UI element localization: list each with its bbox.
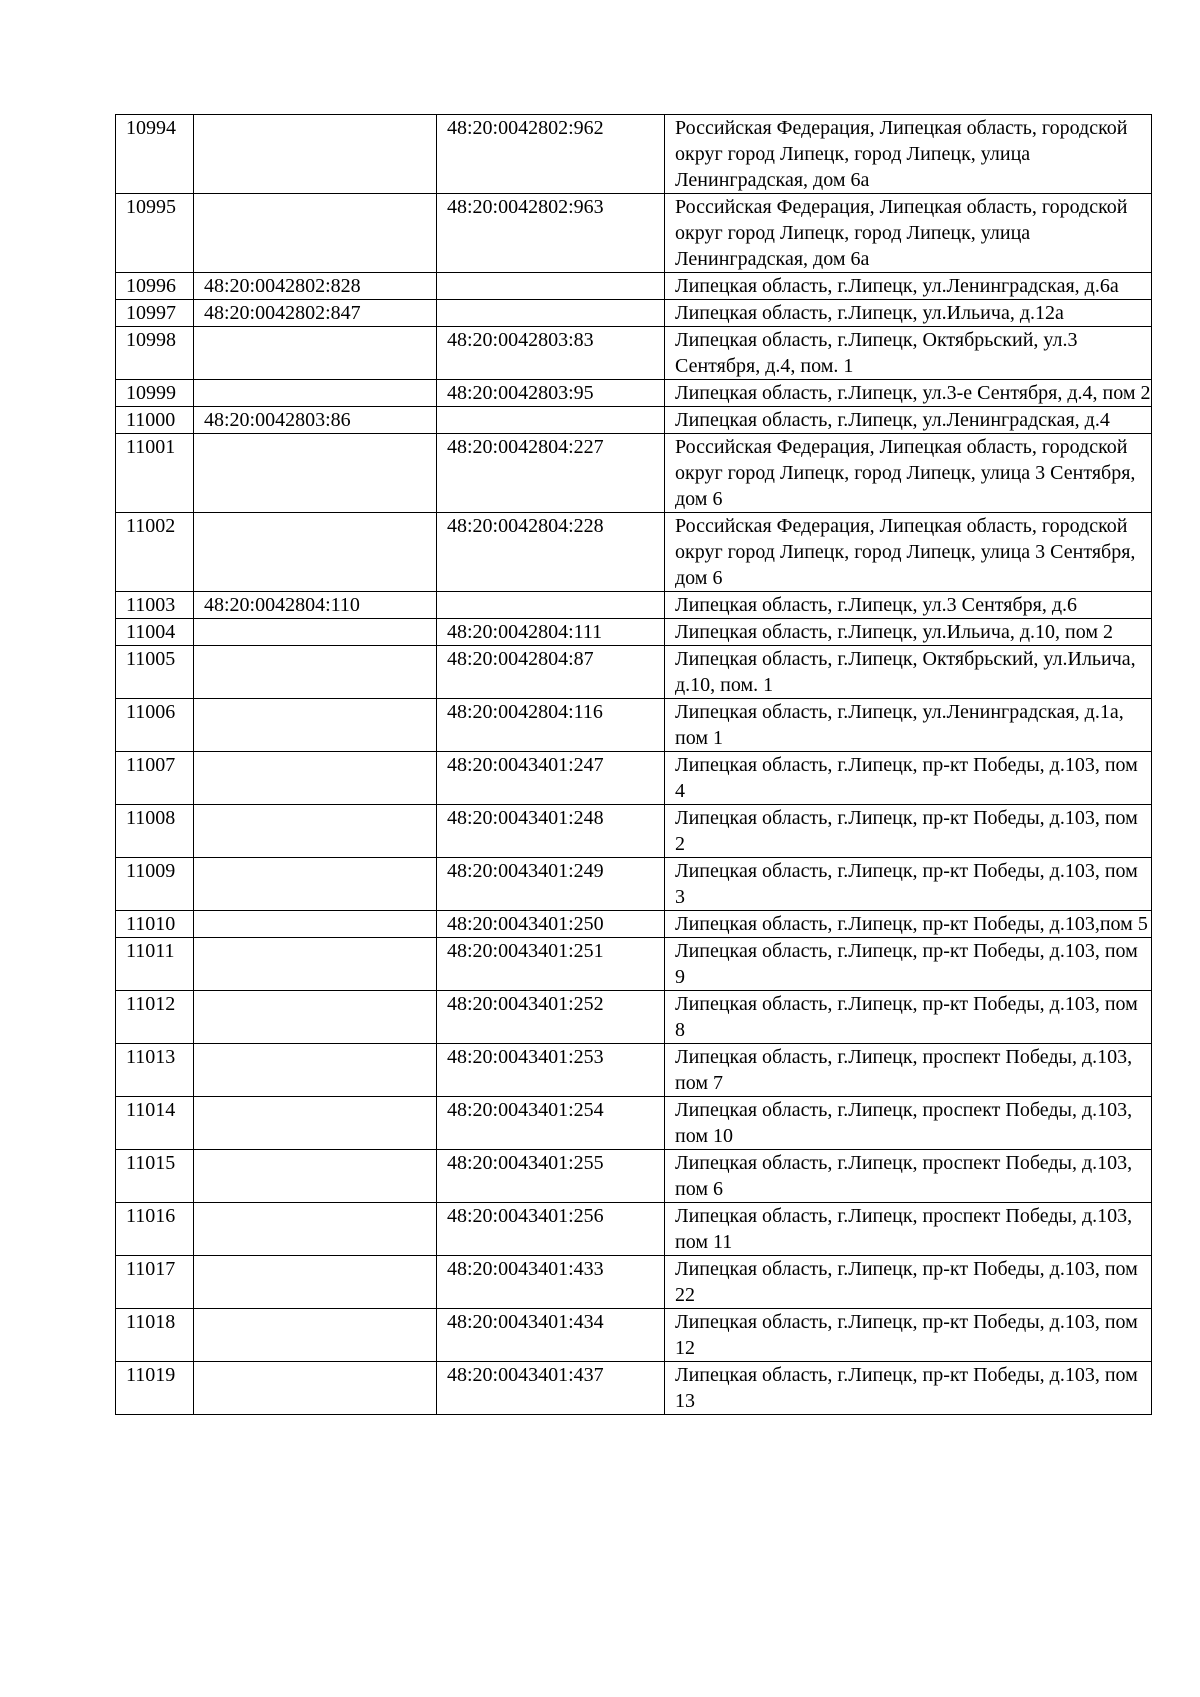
- cadastral-number-cell: [437, 592, 665, 619]
- row-number-cell: 11016: [116, 1203, 194, 1256]
- previous-cadastral-number-cell: [194, 858, 437, 911]
- row-number-cell: 11018: [116, 1309, 194, 1362]
- row-number-cell: 11010: [116, 911, 194, 938]
- row-number-cell: 10997: [116, 300, 194, 327]
- row-number-cell: 10999: [116, 380, 194, 407]
- row-number-cell: 11019: [116, 1362, 194, 1415]
- address-cell: Липецкая область, г.Липецк, проспект Победы, д.103, пом 11: [665, 1203, 1152, 1256]
- cadastral-number-cell: 48:20:0043401:252: [437, 991, 665, 1044]
- address-cell: Российская Федерация, Липецкая область, городской округ город Липецк, город Липецк, улица 3 Сентября, дом 6: [665, 513, 1152, 592]
- previous-cadastral-number-cell: 48:20:0042802:847: [194, 300, 437, 327]
- address-cell: Липецкая область, г.Липецк, ул.Ильича, д.12а: [665, 300, 1152, 327]
- registry-table-body: [116, 115, 1152, 1415]
- previous-cadastral-number-cell: [194, 327, 437, 380]
- address-cell: Липецкая область, г.Липецк, пр-кт Победы, д.103,пом 5: [665, 911, 1152, 938]
- previous-cadastral-number-cell: [194, 513, 437, 592]
- address-cell: Липецкая область, г.Липецк, Октябрьский, ул.3 Сентября, д.4, пом. 1: [665, 327, 1152, 380]
- row-number-cell: 11011: [116, 938, 194, 991]
- cadastral-number-cell: [437, 300, 665, 327]
- row-number-cell: 11013: [116, 1044, 194, 1097]
- address-cell: Липецкая область, г.Липецк, пр-кт Победы, д.103, пом 2: [665, 805, 1152, 858]
- cadastral-number-cell: 48:20:0043401:433: [437, 1256, 665, 1309]
- previous-cadastral-number-cell: [194, 434, 437, 513]
- previous-cadastral-number-cell: [194, 1362, 437, 1415]
- table-row: [116, 1203, 1152, 1256]
- table-row: [116, 592, 1152, 619]
- address-cell: Российская Федерация, Липецкая область, городской округ город Липецк, город Липецк, улица Ленинградская, дом 6а: [665, 194, 1152, 273]
- previous-cadastral-number-cell: [194, 752, 437, 805]
- address-cell: Липецкая область, г.Липецк, ул.3 Сентября, д.6: [665, 592, 1152, 619]
- cadastral-number-cell: 48:20:0042804:116: [437, 699, 665, 752]
- address-cell: Липецкая область, г.Липецк, ул.Ленинградская, д.4: [665, 407, 1152, 434]
- table-row: [116, 380, 1152, 407]
- row-number-cell: 11017: [116, 1256, 194, 1309]
- address-cell: Липецкая область, г.Липецк, пр-кт Победы, д.103, пом 22: [665, 1256, 1152, 1309]
- table-row: [116, 273, 1152, 300]
- table-row: [116, 1044, 1152, 1097]
- row-number-cell: 11008: [116, 805, 194, 858]
- table-row: [116, 1309, 1152, 1362]
- address-cell: Липецкая область, г.Липецк, ул.3-е Сентября, д.4, пом 2: [665, 380, 1152, 407]
- cadastral-number-cell: 48:20:0043401:247: [437, 752, 665, 805]
- previous-cadastral-number-cell: [194, 991, 437, 1044]
- row-number-cell: 11001: [116, 434, 194, 513]
- cadastral-number-cell: 48:20:0043401:251: [437, 938, 665, 991]
- previous-cadastral-number-cell: 48:20:0042803:86: [194, 407, 437, 434]
- cadastral-number-cell: [437, 407, 665, 434]
- table-row: [116, 407, 1152, 434]
- row-number-cell: 11005: [116, 646, 194, 699]
- row-number-cell: 10994: [116, 115, 194, 194]
- table-row: [116, 752, 1152, 805]
- previous-cadastral-number-cell: [194, 1044, 437, 1097]
- row-number-cell: 11009: [116, 858, 194, 911]
- address-cell: Липецкая область, г.Липецк, пр-кт Победы, д.103, пом 12: [665, 1309, 1152, 1362]
- address-cell: Липецкая область, г.Липецк, проспект Победы, д.103, пом 6: [665, 1150, 1152, 1203]
- table-row: [116, 619, 1152, 646]
- cadastral-number-cell: 48:20:0043401:249: [437, 858, 665, 911]
- previous-cadastral-number-cell: [194, 646, 437, 699]
- row-number-cell: 11004: [116, 619, 194, 646]
- address-cell: Липецкая область, г.Липецк, пр-кт Победы, д.103, пом 4: [665, 752, 1152, 805]
- cadastral-number-cell: 48:20:0043401:437: [437, 1362, 665, 1415]
- table-row: [116, 1256, 1152, 1309]
- cadastral-number-cell: 48:20:0043401:248: [437, 805, 665, 858]
- cadastral-number-cell: 48:20:0042804:227: [437, 434, 665, 513]
- row-number-cell: 11007: [116, 752, 194, 805]
- cadastral-number-cell: 48:20:0042802:963: [437, 194, 665, 273]
- previous-cadastral-number-cell: [194, 115, 437, 194]
- table-row: [116, 1150, 1152, 1203]
- previous-cadastral-number-cell: [194, 911, 437, 938]
- previous-cadastral-number-cell: [194, 1309, 437, 1362]
- previous-cadastral-number-cell: 48:20:0042804:110: [194, 592, 437, 619]
- previous-cadastral-number-cell: 48:20:0042802:828: [194, 273, 437, 300]
- address-cell: Липецкая область, г.Липецк, пр-кт Победы, д.103, пом 9: [665, 938, 1152, 991]
- property-registry-table: [115, 114, 1152, 1415]
- row-number-cell: 10995: [116, 194, 194, 273]
- table-row: [116, 805, 1152, 858]
- table-row: [116, 991, 1152, 1044]
- previous-cadastral-number-cell: [194, 1097, 437, 1150]
- table-row: [116, 911, 1152, 938]
- table-row: [116, 938, 1152, 991]
- address-cell: Липецкая область, г.Липецк, пр-кт Победы, д.103, пом 13: [665, 1362, 1152, 1415]
- table-row: [116, 300, 1152, 327]
- row-number-cell: 11003: [116, 592, 194, 619]
- previous-cadastral-number-cell: [194, 805, 437, 858]
- row-number-cell: 11000: [116, 407, 194, 434]
- cadastral-number-cell: [437, 273, 665, 300]
- address-cell: Липецкая область, г.Липецк, пр-кт Победы, д.103, пом 8: [665, 991, 1152, 1044]
- previous-cadastral-number-cell: [194, 380, 437, 407]
- previous-cadastral-number-cell: [194, 1150, 437, 1203]
- row-number-cell: 10998: [116, 327, 194, 380]
- cadastral-number-cell: 48:20:0042803:83: [437, 327, 665, 380]
- table-row: [116, 1097, 1152, 1150]
- cadastral-number-cell: 48:20:0043401:256: [437, 1203, 665, 1256]
- previous-cadastral-number-cell: [194, 938, 437, 991]
- previous-cadastral-number-cell: [194, 619, 437, 646]
- table-row: [116, 434, 1152, 513]
- table-row: [116, 194, 1152, 273]
- address-cell: Липецкая область, г.Липецк, проспект Победы, д.103, пом 7: [665, 1044, 1152, 1097]
- previous-cadastral-number-cell: [194, 194, 437, 273]
- table-row: [116, 327, 1152, 380]
- table-row: [116, 699, 1152, 752]
- table-row: [116, 858, 1152, 911]
- cadastral-number-cell: 48:20:0042803:95: [437, 380, 665, 407]
- row-number-cell: 11014: [116, 1097, 194, 1150]
- cadastral-number-cell: 48:20:0042804:87: [437, 646, 665, 699]
- cadastral-number-cell: 48:20:0043401:255: [437, 1150, 665, 1203]
- previous-cadastral-number-cell: [194, 1203, 437, 1256]
- table-row: [116, 115, 1152, 194]
- cadastral-number-cell: 48:20:0042804:111: [437, 619, 665, 646]
- address-cell: Липецкая область, г.Липецк, проспект Победы, д.103, пом 10: [665, 1097, 1152, 1150]
- cadastral-number-cell: 48:20:0042804:228: [437, 513, 665, 592]
- address-cell: Липецкая область, г.Липецк, ул.Ленинградская, д.6а: [665, 273, 1152, 300]
- cadastral-number-cell: 48:20:0043401:254: [437, 1097, 665, 1150]
- row-number-cell: 11002: [116, 513, 194, 592]
- address-cell: Российская Федерация, Липецкая область, городской округ город Липецк, город Липецк, улица 3 Сентября, дом 6: [665, 434, 1152, 513]
- address-cell: Липецкая область, г.Липецк, ул.Ильича, д.10, пом 2: [665, 619, 1152, 646]
- row-number-cell: 11015: [116, 1150, 194, 1203]
- address-cell: Липецкая область, г.Липецк, пр-кт Победы, д.103, пом 3: [665, 858, 1152, 911]
- previous-cadastral-number-cell: [194, 1256, 437, 1309]
- address-cell: Липецкая область, г.Липецк, Октябрьский, ул.Ильича, д.10, пом. 1: [665, 646, 1152, 699]
- address-cell: Липецкая область, г.Липецк, ул.Ленинградская, д.1а, пом 1: [665, 699, 1152, 752]
- cadastral-number-cell: 48:20:0043401:250: [437, 911, 665, 938]
- table-row: [116, 1362, 1152, 1415]
- address-cell: Российская Федерация, Липецкая область, городской округ город Липецк, город Липецк, улица Ленинградская, дом 6а: [665, 115, 1152, 194]
- row-number-cell: 10996: [116, 273, 194, 300]
- previous-cadastral-number-cell: [194, 699, 437, 752]
- row-number-cell: 11012: [116, 991, 194, 1044]
- cadastral-number-cell: 48:20:0043401:434: [437, 1309, 665, 1362]
- table-row: [116, 646, 1152, 699]
- table-row: [116, 513, 1152, 592]
- cadastral-number-cell: 48:20:0043401:253: [437, 1044, 665, 1097]
- cadastral-number-cell: 48:20:0042802:962: [437, 115, 665, 194]
- row-number-cell: 11006: [116, 699, 194, 752]
